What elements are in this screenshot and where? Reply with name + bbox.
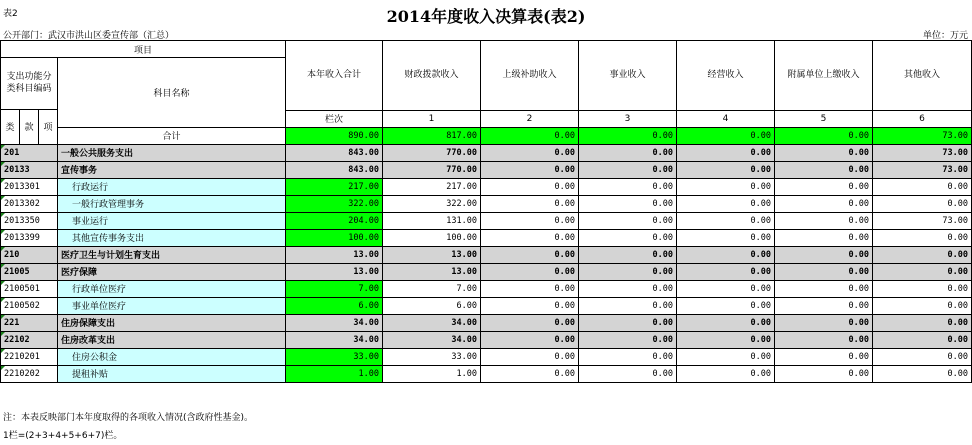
subject-name: 事业单位医疗: [58, 297, 286, 314]
sheet-label: 表2: [3, 9, 18, 19]
amount-cell: 0.00: [579, 229, 677, 246]
amount-cell: 0.00: [775, 246, 873, 263]
table-row: [1, 348, 972, 365]
amount-cell: 770.00: [383, 144, 481, 161]
amount-cell: 0.00: [775, 331, 873, 348]
amount-cell: 1.00: [286, 365, 383, 382]
amount-cell: 217.00: [286, 178, 383, 195]
amount-cell: 0.00: [775, 314, 873, 331]
amount-cell: 0.00: [481, 195, 579, 212]
subject-code: 210: [1, 246, 58, 263]
amount-cell: 0.00: [873, 348, 972, 365]
amount-cell: 13.00: [286, 246, 383, 263]
amount-cell: 13.00: [383, 263, 481, 280]
func-class-header: 支出功能分类科目编码: [1, 58, 58, 110]
amount-cell: 34.00: [383, 314, 481, 331]
amount-cell: 73.00: [873, 161, 972, 178]
total-value: 890.00: [286, 127, 383, 144]
amount-cell: 0.00: [677, 212, 775, 229]
col-number-5: 5: [775, 110, 873, 127]
amount-cell: 0.00: [481, 246, 579, 263]
amount-cell: 0.00: [579, 212, 677, 229]
amount-cell: 204.00: [286, 212, 383, 229]
subject-name: 提租补贴: [58, 365, 286, 382]
table-row: [1, 280, 972, 297]
amount-cell: 0.00: [677, 229, 775, 246]
amount-cell: 0.00: [481, 314, 579, 331]
subject-name: 事业运行: [58, 212, 286, 229]
footnote-2: 1栏=(2+3+4+5+6+7)栏。: [3, 431, 123, 441]
amount-cell: 0.00: [579, 195, 677, 212]
table-row: [1, 195, 972, 212]
amount-cell: 0.00: [775, 365, 873, 382]
amount-cell: 100.00: [286, 229, 383, 246]
subject-code: 21005: [1, 263, 58, 280]
table-row: [1, 229, 972, 246]
col-header-3: 上级补助收入: [481, 41, 579, 111]
row-index-label: 栏次: [286, 110, 383, 127]
amount-cell: 7.00: [286, 280, 383, 297]
amount-cell: 100.00: [383, 229, 481, 246]
amount-cell: 73.00: [873, 212, 972, 229]
amount-cell: 0.00: [677, 178, 775, 195]
amount-cell: 0.00: [481, 280, 579, 297]
subject-code: 2013399: [1, 229, 58, 246]
subject-name: 住房公积金: [58, 348, 286, 365]
subject-code: 2210201: [1, 348, 58, 365]
amount-cell: 0.00: [481, 331, 579, 348]
amount-cell: 0.00: [873, 178, 972, 195]
total-value: 0.00: [579, 127, 677, 144]
amount-cell: 0.00: [579, 331, 677, 348]
table-row: [1, 297, 972, 314]
subject-name: 一般公共服务支出: [58, 144, 286, 161]
amount-cell: 0.00: [677, 246, 775, 263]
amount-cell: 0.00: [775, 229, 873, 246]
subject-name: 宣传事务: [58, 161, 286, 178]
amount-cell: 34.00: [286, 314, 383, 331]
subject-name: 行政单位医疗: [58, 280, 286, 297]
amount-cell: 0.00: [775, 280, 873, 297]
amount-cell: 13.00: [286, 263, 383, 280]
amount-cell: 0.00: [775, 348, 873, 365]
amount-cell: 0.00: [873, 314, 972, 331]
amount-cell: 0.00: [481, 144, 579, 161]
col-number-2: 2: [481, 110, 579, 127]
amount-cell: 770.00: [383, 161, 481, 178]
amount-cell: 0.00: [579, 263, 677, 280]
amount-cell: 0.00: [775, 195, 873, 212]
amount-cell: 0.00: [579, 348, 677, 365]
amount-cell: 0.00: [579, 314, 677, 331]
amount-cell: 1.00: [383, 365, 481, 382]
table-row: [1, 331, 972, 348]
table-row: [1, 246, 972, 263]
amount-cell: 0.00: [873, 331, 972, 348]
total-value: 817.00: [383, 127, 481, 144]
amount-cell: 0.00: [579, 280, 677, 297]
amount-cell: 0.00: [873, 365, 972, 382]
col-number-1: 1: [383, 110, 481, 127]
amount-cell: 322.00: [286, 195, 383, 212]
class-header: 类: [1, 109, 20, 144]
amount-cell: 6.00: [383, 297, 481, 314]
amount-cell: 0.00: [481, 178, 579, 195]
amount-cell: 0.00: [775, 178, 873, 195]
total-value: 0.00: [677, 127, 775, 144]
col-header-4: 事业收入: [579, 41, 677, 111]
subject-code: 2013302: [1, 195, 58, 212]
total-value: 0.00: [481, 127, 579, 144]
amount-cell: 0.00: [481, 297, 579, 314]
amount-cell: 843.00: [286, 144, 383, 161]
amount-cell: 0.00: [873, 297, 972, 314]
amount-cell: 0.00: [775, 144, 873, 161]
amount-cell: 0.00: [873, 280, 972, 297]
department-label: 公开部门：武汉市洪山区委宣传部（汇总）: [3, 31, 175, 41]
amount-cell: 0.00: [775, 161, 873, 178]
table-row: [1, 178, 972, 195]
table-row: [1, 212, 972, 229]
income-table: [0, 40, 972, 383]
col-header-1: 本年收入合计: [286, 41, 383, 111]
col-number-4: 4: [677, 110, 775, 127]
amount-cell: 0.00: [481, 263, 579, 280]
amount-cell: 0.00: [677, 280, 775, 297]
amount-cell: 7.00: [383, 280, 481, 297]
amount-cell: 217.00: [383, 178, 481, 195]
amount-cell: 843.00: [286, 161, 383, 178]
table-row: [1, 314, 972, 331]
amount-cell: 322.00: [383, 195, 481, 212]
footnote-1: 注：本表反映部门本年度取得的各项收入情况(含政府性基金)。: [3, 413, 254, 423]
amount-cell: 0.00: [481, 161, 579, 178]
subject-code: 20133: [1, 161, 58, 178]
subject-code: 201: [1, 144, 58, 161]
amount-cell: 0.00: [579, 365, 677, 382]
col-header-6: 附属单位上缴收入: [775, 41, 873, 111]
amount-cell: 34.00: [286, 331, 383, 348]
report-title: 2014年度收入决算表(表2): [386, 7, 586, 26]
subject-name: 其他宣传事务支出: [58, 229, 286, 246]
amount-cell: 0.00: [481, 229, 579, 246]
amount-cell: 73.00: [873, 144, 972, 161]
subject-name: 住房改革支出: [58, 331, 286, 348]
amount-cell: 0.00: [481, 212, 579, 229]
subject-code: 2013301: [1, 178, 58, 195]
xiang-header: 项: [39, 109, 58, 144]
unit-label: 单位：万元: [922, 31, 968, 41]
amount-cell: 34.00: [383, 331, 481, 348]
amount-cell: 0.00: [579, 297, 677, 314]
total-value: 73.00: [873, 127, 972, 144]
amount-cell: 0.00: [873, 263, 972, 280]
subject-name: 医疗保障: [58, 263, 286, 280]
amount-cell: 0.00: [677, 314, 775, 331]
col-number-6: 6: [873, 110, 972, 127]
amount-cell: 0.00: [873, 246, 972, 263]
subject-code: 2013350: [1, 212, 58, 229]
subject-code: 221: [1, 314, 58, 331]
table-row: [1, 161, 972, 178]
amount-cell: 0.00: [775, 297, 873, 314]
table-row: [1, 365, 972, 382]
total-row: [1, 127, 972, 144]
amount-cell: 33.00: [286, 348, 383, 365]
amount-cell: 0.00: [775, 263, 873, 280]
amount-cell: 0.00: [677, 297, 775, 314]
subject-code: 22102: [1, 331, 58, 348]
amount-cell: 0.00: [775, 212, 873, 229]
amount-cell: 0.00: [677, 348, 775, 365]
amount-cell: 0.00: [677, 144, 775, 161]
amount-cell: 0.00: [579, 144, 677, 161]
amount-cell: 0.00: [579, 246, 677, 263]
amount-cell: 0.00: [677, 331, 775, 348]
amount-cell: 6.00: [286, 297, 383, 314]
subject-code: 2100501: [1, 280, 58, 297]
amount-cell: 0.00: [677, 365, 775, 382]
subject-name-header: 科目名称: [58, 58, 286, 128]
col-header-5: 经营收入: [677, 41, 775, 111]
amount-cell: 0.00: [481, 348, 579, 365]
header-row-project: [1, 41, 972, 58]
col-header-2: 财政拨款收入: [383, 41, 481, 111]
amount-cell: 0.00: [873, 229, 972, 246]
amount-cell: 33.00: [383, 348, 481, 365]
total-value: 0.00: [775, 127, 873, 144]
subject-code: 2100502: [1, 297, 58, 314]
amount-cell: 0.00: [579, 178, 677, 195]
amount-cell: 0.00: [481, 365, 579, 382]
amount-cell: 0.00: [677, 195, 775, 212]
subject-code: 2210202: [1, 365, 58, 382]
subject-name: 住房保障支出: [58, 314, 286, 331]
table-row: [1, 263, 972, 280]
project-header: 项目: [1, 41, 286, 58]
kuan-header: 款: [20, 109, 39, 144]
amount-cell: 0.00: [677, 161, 775, 178]
table-row: [1, 144, 972, 161]
amount-cell: 0.00: [677, 263, 775, 280]
subject-name: 一般行政管理事务: [58, 195, 286, 212]
col-number-3: 3: [579, 110, 677, 127]
col-header-7: 其他收入: [873, 41, 972, 111]
amount-cell: 13.00: [383, 246, 481, 263]
amount-cell: 0.00: [873, 195, 972, 212]
subject-name: 行政运行: [58, 178, 286, 195]
total-label: 合计: [58, 127, 286, 144]
subject-name: 医疗卫生与计划生育支出: [58, 246, 286, 263]
amount-cell: 0.00: [579, 161, 677, 178]
amount-cell: 131.00: [383, 212, 481, 229]
